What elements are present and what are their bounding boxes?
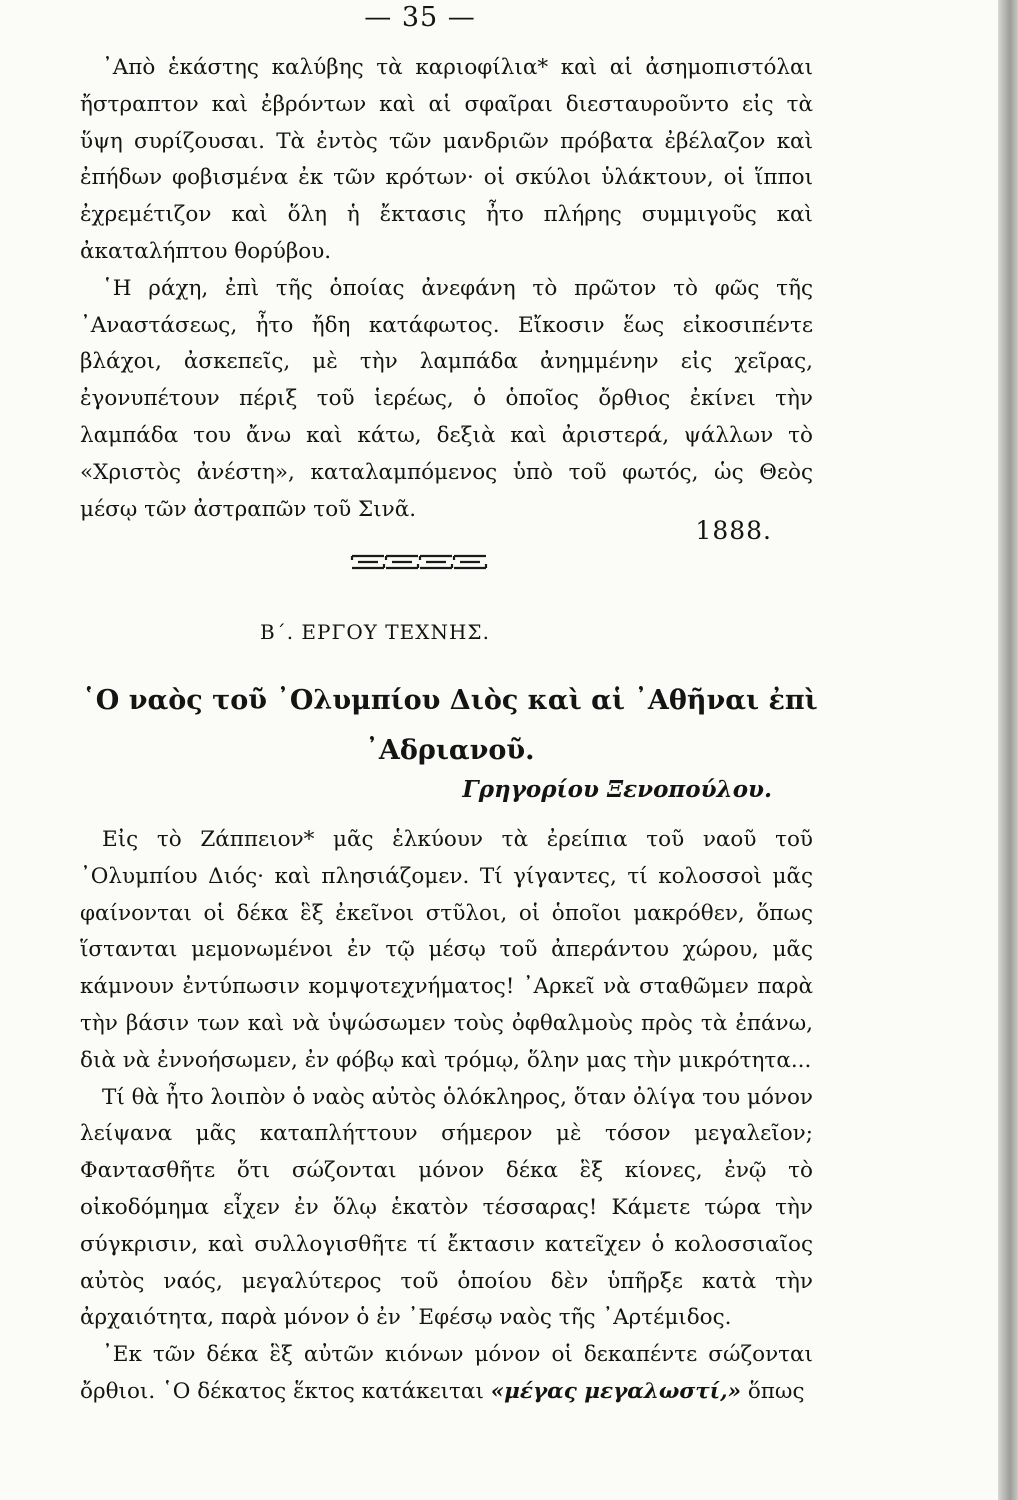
paragraph-text: ᾿Εκ τῶν δέκα ἓξ αὐτῶν κιόνων μόνον οἱ δεκαπέντε σώζονται ὄρθιοι. ῾Ο δέκατος ἕκτος κατάκειται: [80, 1342, 813, 1404]
bottom-text-block: [80, 822, 813, 1411]
top-text-block: [80, 50, 813, 528]
paragraph-tail: ὅπως: [741, 1378, 805, 1404]
section-ornament: [350, 552, 490, 572]
paragraph: Τί θὰ ἦτο λοιπὸν ὁ ναὸς αὐτὸς ὁλόκληρος, ὅταν ὀλίγα του μόνον λείψανα μᾶς καταπλήττουν σήμερον μὲ τόσον μεγαλεῖον; Φαντασθῆτε ὅτι σώζονται μόνον δέκα ἓξ κίονες, ἐνῷ τὸ οἰκοδόμημα εἶχεν ἐν ὅλῳ ἑκατὸν τέσσαρας! Κάμετε τώρα τὴν σύγκρισιν, καὶ συλλογισθῆτε τί ἔκτασιν κατεῖχεν ὁ κολοσσιαῖος αὐτὸς ναός, μεγαλύτερος τοῦ ὁποίου δὲν ὑπῆρξε κατὰ τὴν ἀρχαιότητα, παρὰ μόνον ὁ ἐν ᾿Εφέσῳ ναὸς τῆς ᾿Αρτέμιδος.: [80, 1084, 813, 1331]
author-name: Γρηγορίου Ξενοπούλου.: [462, 776, 772, 803]
paragraph: ᾿Απὸ ἑκάστης καλύβης τὰ καριοφίλια* καὶ αἱ ἀσημοπιστόλαι ἤστραπτον καὶ ἐβρόντων καὶ αἱ σφαῖραι διεσταυροῦντο εἰς τὰ ὕψη συρίζουσαι. Τὰ ἐντὸς τῶν μανδριῶν πρόβατα ἐβέλαζον καὶ ἐπήδων φοβισμένα ἐκ τῶν κρότων· οἱ σκύλοι ὑλάκτουν, οἱ ἵπποι ἐχρεμέτιζον καὶ ὅλη ἡ ἔκτασις ἦτο πλήρης συμμιγοῦς καὶ ἀκαταλήπτου θορύβου.: [80, 55, 813, 264]
paragraph: Εἰς τὸ Ζάππειον* μᾶς ἑλκύουν τὰ ἐρείπια τοῦ ναοῦ τοῦ ᾿Ολυμπίου Διός· καὶ πλησιάζομεν. Τί γίγαντες, τί κολοσσοὶ μᾶς φαίνονται οἱ δέκα ἓξ ἐκεῖνοι στῦλοι, οἱ ὁποῖοι μακρόθεν, ὅπως ἵστανται μεμονωμένοι ἐν τῷ μέσῳ τοῦ ἀπεράντου χώρου, μᾶς κάμνουν ἐντύπωσιν κομψοτεχνήματος! ᾿Αρκεῖ νὰ σταθῶμεν παρὰ τὴν βάσιν των καὶ νὰ ὑψώσωμεν τοὺς ὀφθαλμοὺς πρὸς τὰ ἐπάνω, διὰ νὰ ἐννοήσωμεν, ἐν φόβῳ καὶ τρόμῳ, ὅλην μας τὴν μικρότητα...: [80, 827, 813, 1073]
date-signature: 1888.: [695, 516, 772, 545]
section-heading: Β΄. ΕΡΓΟΥ ΤΕΧΝΗΣ.: [260, 620, 490, 644]
emphasized-quote: «μέγας μεγαλωστί,»: [490, 1378, 742, 1404]
page-number: — 35 —: [364, 2, 476, 33]
paragraph-last: [80, 1337, 813, 1411]
paragraph: ῾Η ράχη, ἐπὶ τῆς ὁποίας ἀνεφάνη τὸ πρῶτον τὸ φῶς τῆς ᾿Αναστάσεως, ἦτο ἤδη κατάφωτος. Εἴκοσιν ἕως εἰκοσιπέντε βλάχοι, ἀσκεπεῖς, μὲ τὴν λαμπάδα ἀνημμένην εἰς χεῖρας, ἐγονυπέτουν πέριξ τοῦ ἱερέως, ὁ ὁποῖος ὄρθιος ἐκίνει τὴν λαμπάδα του ἄνω καὶ κάτω, δεξιὰ καὶ ἀριστερά, ψάλλων τὸ «Χριστὸς ἀνέστη», καταλαμπόμενος ὑπὸ τοῦ φωτός, ὡς Θεὸς μέσῳ τῶν ἀστραπῶν τοῦ Σινᾶ.: [80, 275, 813, 522]
article-title: ῾Ο ναὸς τοῦ ᾿Ολυμπίου Διὸς καὶ αἱ ᾿Αθῆναι ἐπὶ ᾿Αδριανοῦ.: [82, 685, 818, 766]
page-edge-shadow: [998, 0, 1018, 1500]
